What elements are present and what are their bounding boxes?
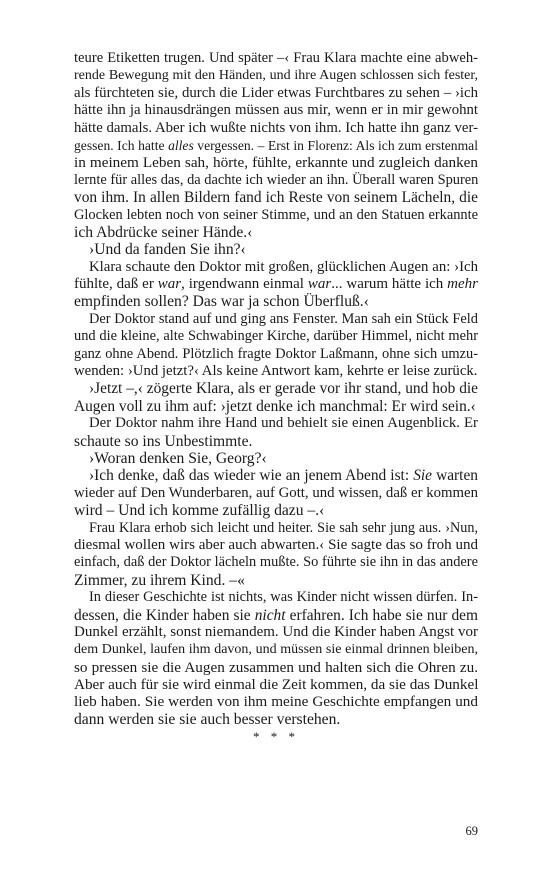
page-body-text — [74, 50, 478, 746]
text-line: dann werden sie sie auch besser verstehen. — [74, 710, 341, 728]
text-line: ich Abdrücke seiner Hände.‹ — [74, 223, 253, 241]
text-line: als fürchteten sie, durch die Lider etwas Furchtbares zu sehen – ›ich — [74, 84, 478, 101]
text-line: diesmal wollen wirs aber auch abwarten.‹ Sie sagte das so froh und — [74, 536, 478, 553]
text-line: wenden: ›Und jetzt?‹ Als keine Antwort kam, kehrte er leise zurück. — [74, 363, 478, 380]
text-line: Der Doktor nahm ihre Hand und behielt sie einen Augenblick. Er — [89, 415, 478, 432]
text-line: Glocken lebten noch von seiner Stimme, und an den Statuen erkannte — [74, 206, 478, 223]
section-separator: * * * — [253, 729, 299, 745]
text-line: rende Bewegung mit den Händen, und ihre Augen schlossen sich fester, — [74, 68, 478, 84]
text-line: ›Jetzt –,‹ zögerte Klara, als er gerade vor ihr stand, und hob die — [89, 380, 478, 398]
text-line: von ihm. In allen Bildern fand ich Reste von seinem Lächeln, die — [74, 189, 478, 207]
text-line: und die kleine, alte Schwabinger Kirche, darüber Himmel, nicht mehr — [74, 328, 478, 345]
page-number: 69 — [465, 824, 478, 838]
text-line: wird – Und ich komme zufällig dazu –.‹ — [74, 502, 325, 520]
text-line: Klara schaute den Doktor mit großen, glücklichen Augen an: ›Ich — [89, 258, 478, 275]
text-line: Der Doktor stand auf und ging ans Fenster. Man sah ein Stück Feld — [89, 310, 478, 327]
text-line: dessen, die Kinder haben sie nicht erfahren. Ich habe sie nur dem — [74, 606, 478, 624]
text-line: teure Etiketten trugen. Und später –‹ Frau Klara machte eine abweh- — [74, 50, 478, 66]
text-line: Dunkel erzählt, sonst niemandem. Und die Kinder haben Angst vor — [74, 623, 478, 640]
text-line: ganz ohne Abend. Plötzlich fragte Doktor Laßmann, ohne sich umzu- — [74, 345, 478, 362]
text-line: hätte damals. Aber ich wußte nichts von ihm. Ich hatte ihn ganz ver- — [74, 119, 479, 136]
text-line: in meinem Leben sah, hörte, fühlte, erkannte und zugleich danken — [74, 154, 478, 172]
text-line: empfinden sollen? Das war ja schon Überfluß.‹ — [74, 293, 369, 311]
text-line: In dieser Geschichte ist nichts, was Kinder nicht wissen dürfen. In- — [89, 589, 478, 606]
text-line: so pressen sie die Augen zusammen und halten sich die Ohren zu. — [74, 658, 478, 676]
text-line: ›Und da fanden Sie ihn?‹ — [89, 241, 246, 259]
text-line: Augen voll zu ihm auf: ›jetzt denke ich manchmal: Er wird sein.‹ — [74, 397, 476, 415]
text-line: dem Dunkel, laufen ihm davon, und müssen sie einmal drinnen bleiben, — [74, 642, 478, 658]
text-line: wieder auf Den Wunderbaren, auf Gott, und wissen, daß er kommen — [74, 484, 478, 501]
text-line: Frau Klara erhob sich leicht und heiter. Sie sah sehr jung aus. ›Nun, — [89, 519, 478, 536]
text-line: fühlte, daß er war, irgendwann einmal war... warum hätte ich mehr — [74, 276, 478, 293]
text-line: ›Woran denken Sie, Georg?‹ — [89, 449, 267, 467]
text-line: Zimmer, zu ihrem Kind. –« — [74, 571, 245, 589]
text-line: ›Ich denke, daß das wieder wie an jenem Abend ist: Sie warten — [89, 467, 478, 485]
text-line: lernte für alles das, da dachte ich wieder an ihn. Überall waren Spuren — [74, 171, 479, 188]
text-line: hätte ihn ja hinausdrängen müssen aus mir, wenn er in mir gewohnt — [74, 102, 478, 119]
text-line: Aber auch für sie wird einmal die Zeit kommen, da sie das Dunkel — [74, 676, 479, 694]
text-line: schaute so ins Unbestimmte. — [74, 432, 253, 450]
text-line: einfach, daß der Doktor lächeln mußte. So führte sie ihn in das andere — [74, 554, 478, 571]
text-line: lieb haben. Sie werden von ihm meine Geschichte empfangen und — [74, 693, 478, 711]
text-line: gessen. Ich hatte alles vergessen. – Erst in Florenz: Als ich zum erstenmal — [74, 137, 478, 153]
